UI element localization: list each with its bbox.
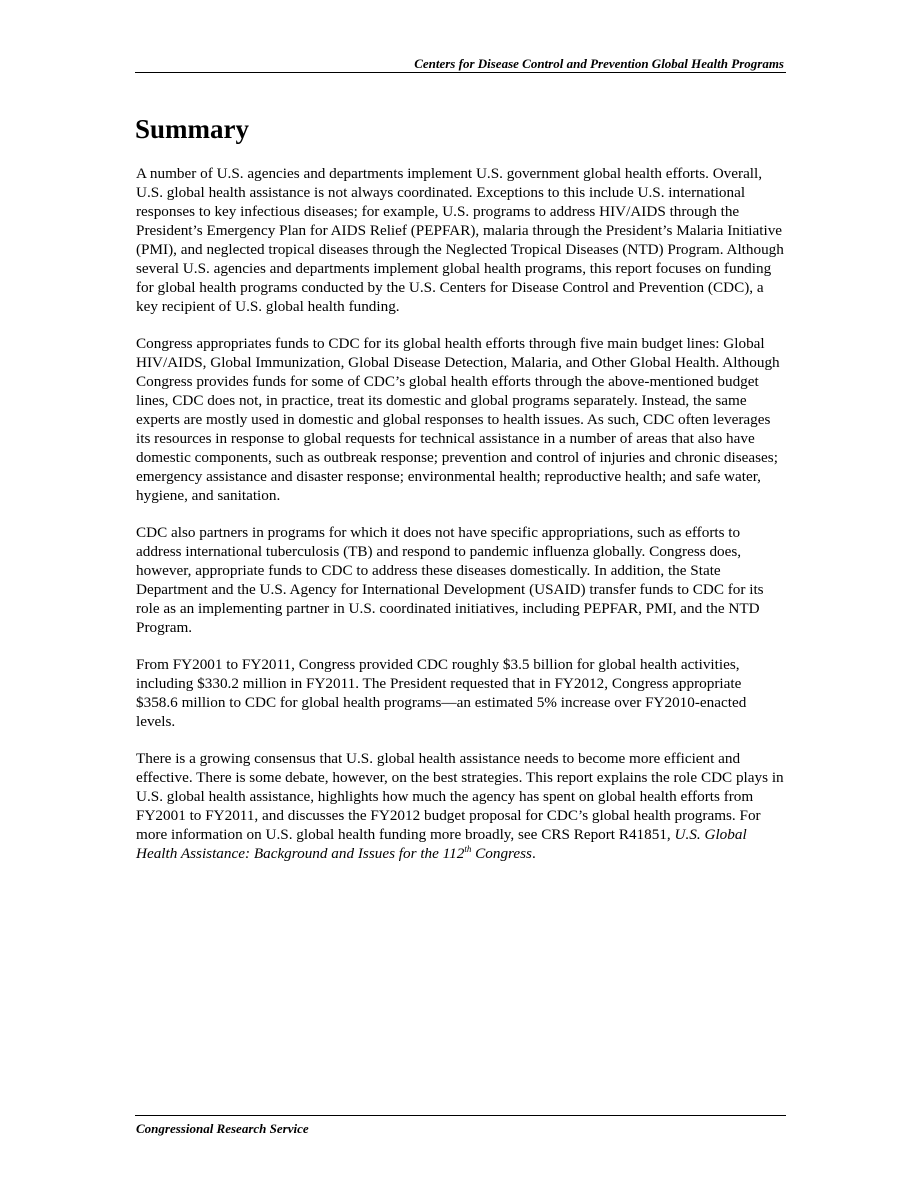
paragraph-2: Congress appropriates funds to CDC for its global health efforts through five main budget lines: Global HIV/AIDS, Global Immunization, Global Disease Detection, Malaria, and Other Global Health. Although Congress provides funds for some of CDC’s global health efforts through the above-mentioned budget lines, CDC does not, in practice, treat its domestic and global programs separately. Instead, the same experts are mostly used in domestic and global responses to health issues. As such, CDC often leverages its resources in response to global requests for technical assistance in a number of areas that also have domestic components, such as outbreak response; prevention and control of injuries and chronic diseases; emergency assistance and disaster response; environmental health; reproductive health; and safe water, hygiene, and sanitation. [136, 335, 780, 504]
header-title: Centers for Disease Control and Prevention Global Health Programs [414, 56, 784, 71]
page-title: Summary [135, 114, 249, 144]
summary-body [136, 164, 786, 881]
ordinal-superscript: th [464, 843, 472, 854]
running-header [135, 56, 786, 73]
footer-text: Congressional Research Service [136, 1121, 309, 1136]
running-footer [135, 1115, 786, 1136]
report-title-citation: U.S. Global Health Assistance: Background and Issues for the 112 [136, 826, 747, 862]
report-title-citation-end: Congress [475, 845, 532, 862]
paragraph-5 [136, 749, 786, 863]
paragraph-1: A number of U.S. agencies and departments implement U.S. government global health efforts. Overall, U.S. global health assistance is not always coordinated. Exceptions to this include U.S. international responses to key infectious diseases; for example, U.S. programs to address HIV/AIDS through the President’s Emergency Plan for AIDS Relief (PEPFAR), malaria through the President’s Malaria Initiative (PMI), and neglected tropical diseases through the Neglected Tropical Diseases (NTD) Program. Although several U.S. agencies and departments implement global health programs, this report focuses on funding for global health programs conducted by the U.S. Centers for Disease Control and Prevention (CDC), a key recipient of U.S. global health funding. [136, 165, 784, 315]
paragraph-4: From FY2001 to FY2011, Congress provided CDC roughly $3.5 billion for global health activities, including $330.2 million in FY2011. The President requested that in FY2012, Congress appropriate $358.6 million to CDC for global health programs—an estimated 5% increase over FY2010-enacted levels. [136, 656, 747, 730]
paragraph-3: CDC also partners in programs for which it does not have specific appropriations, such as efforts to address international tuberculosis (TB) and respond to pandemic influenza globally. Congress does, however, appropriate funds to CDC to address these diseases domestically. In addition, the State Department and the U.S. Agency for International Development (USAID) transfer funds to CDC for its role as an implementing partner in U.S. coordinated initiatives, including PEPFAR, PMI, and the NTD Program. [136, 524, 764, 636]
paragraph-5-end: . [531, 845, 536, 862]
paragraph-5-text: There is a growing consensus that U.S. global health assistance needs to become more efficient and effective. There is some debate, however, on the best strategies. This report explains the role CDC plays in U.S. global health assistance, highlights how much the agency has spent on global health efforts from FY2001 to FY2011, and discusses the FY2012 budget proposal for CDC’s global health programs. For more information on U.S. global health funding more broadly, see CRS Report R41851, [136, 750, 784, 843]
